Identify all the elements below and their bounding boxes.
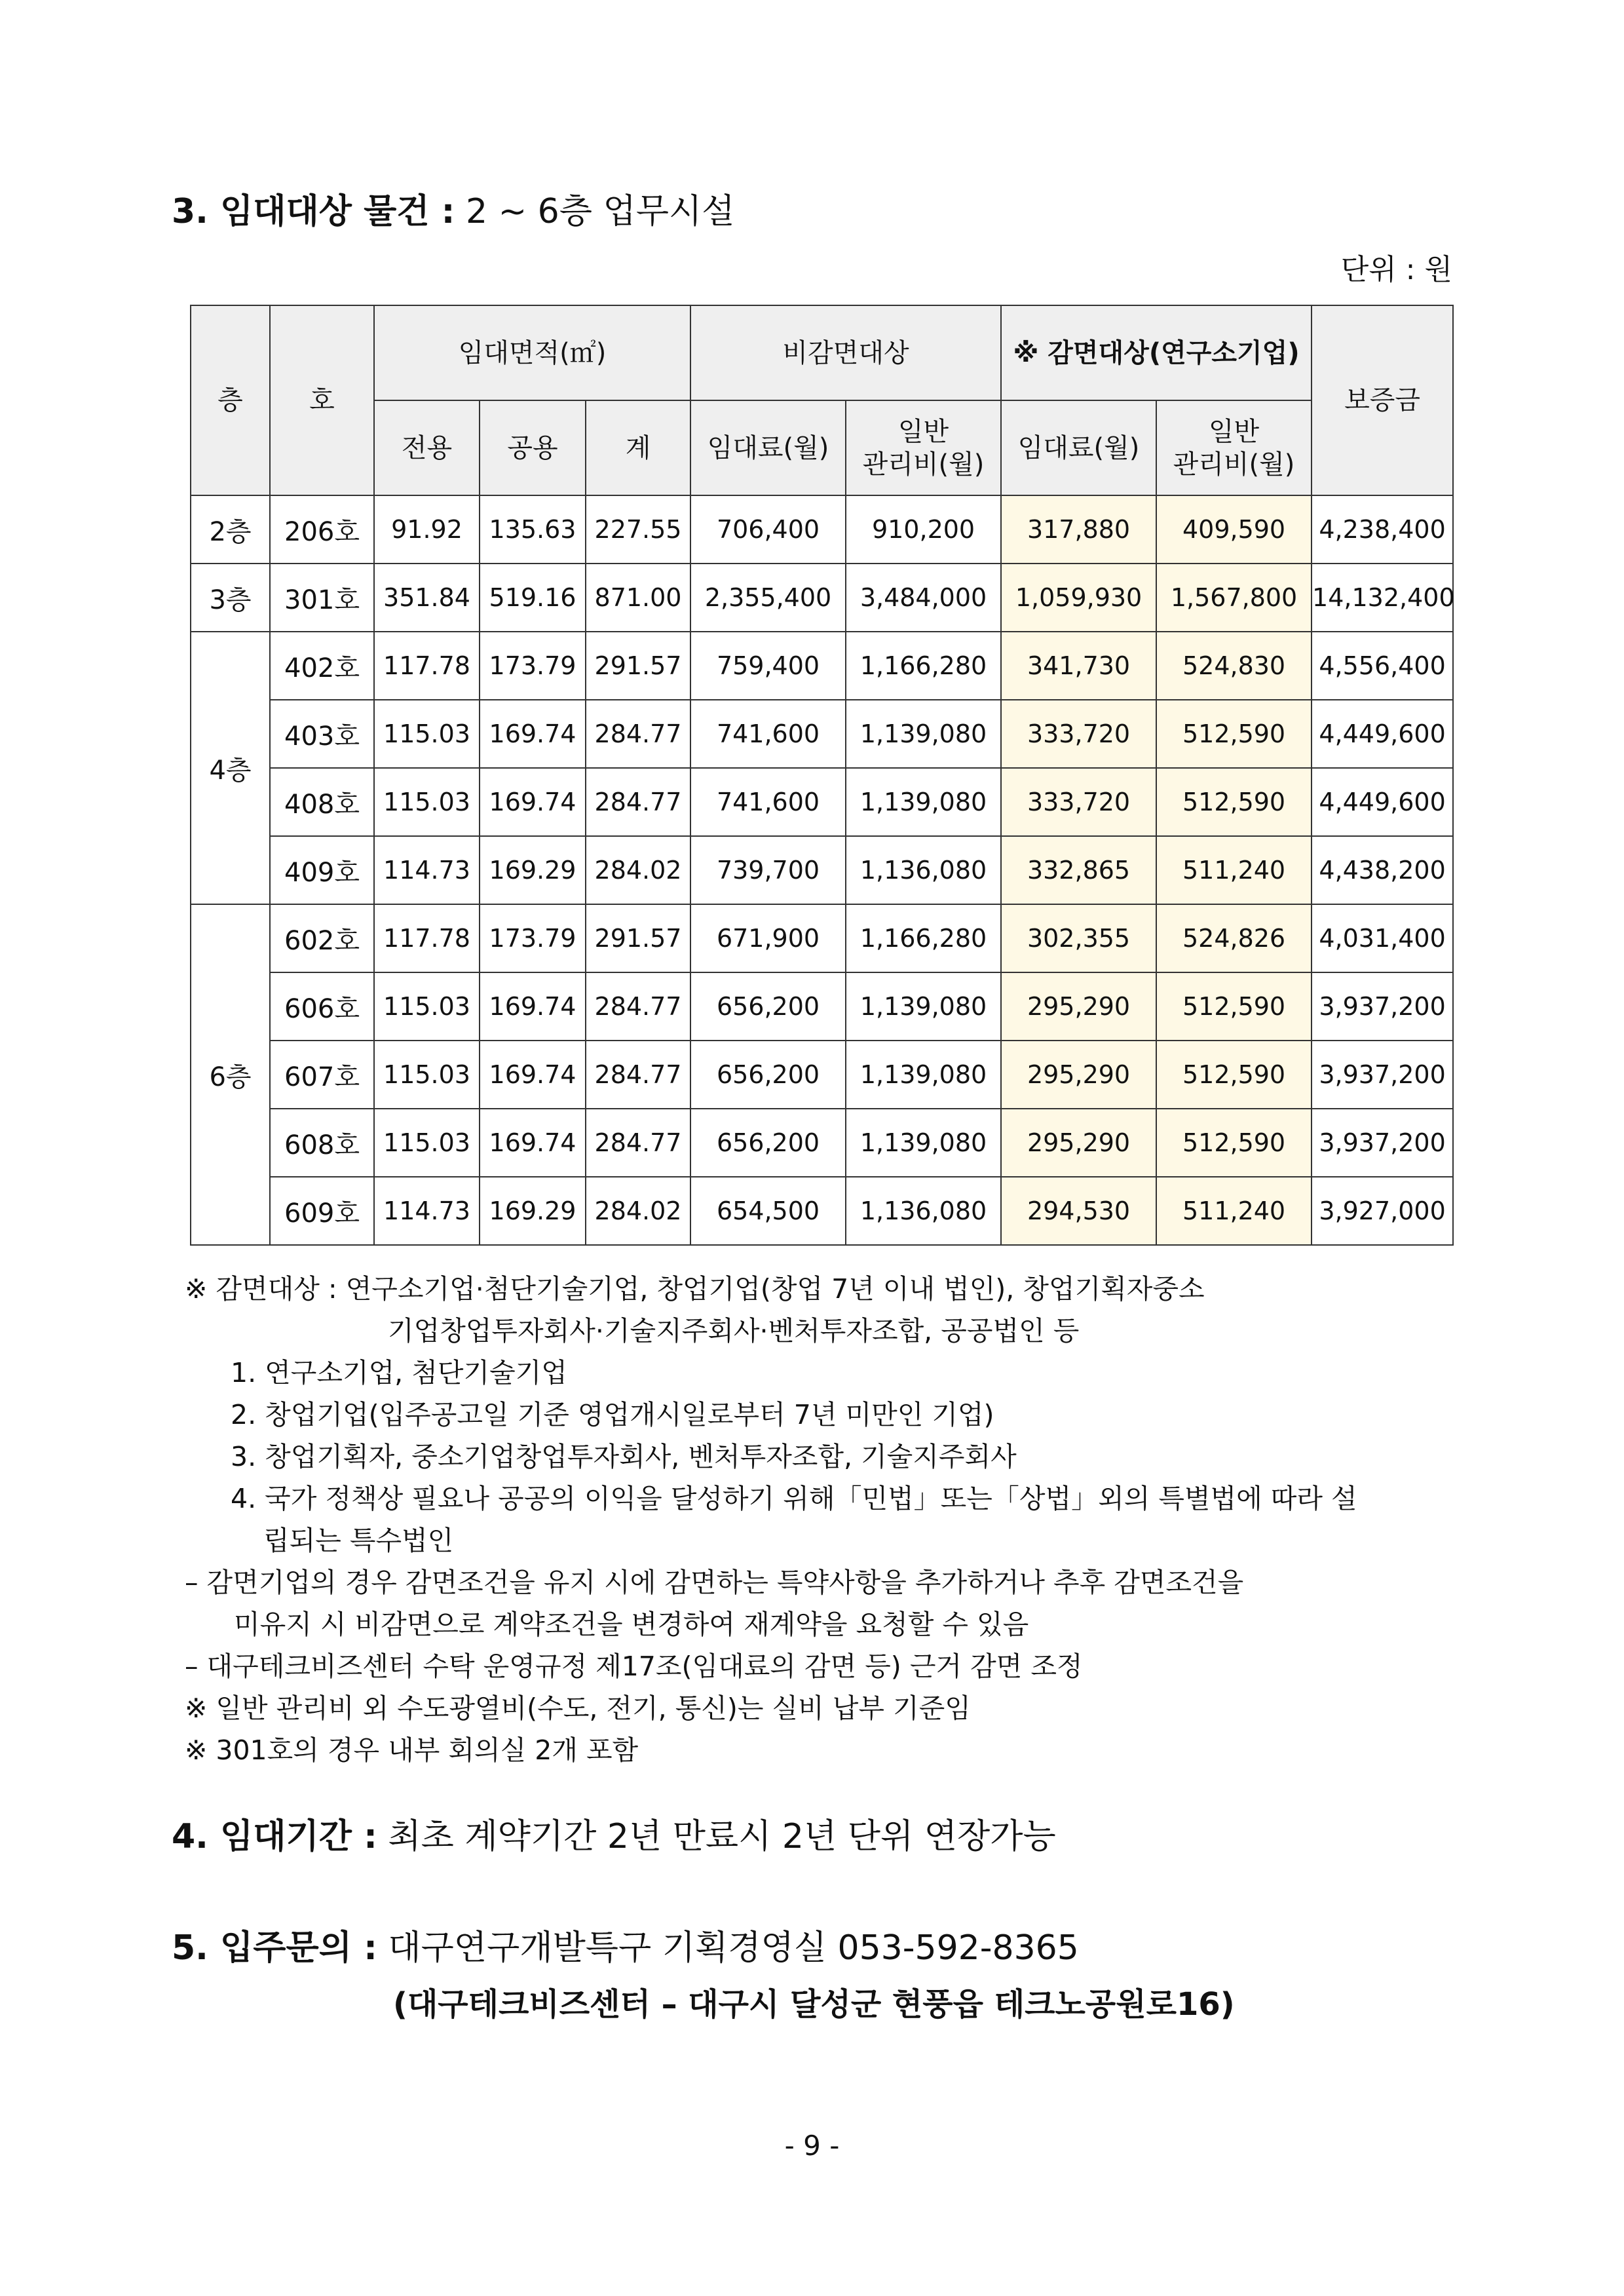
cell-common: 135.63	[480, 495, 586, 564]
cell-deposit: 14,132,400	[1312, 564, 1453, 632]
cell-mgmt-reduced: 511,240	[1156, 836, 1312, 904]
section-5-label: 5. 입주문의 :	[172, 1928, 377, 1968]
note-line: ※ 일반 관리비 외 수도광열비(수도, 전기, 통신)는 실비 납부 기준임	[185, 1693, 971, 1724]
note-line: 3. 창업기획자, 중소기업창업투자회사, 벤처투자조합, 기술지주회사	[231, 1441, 1017, 1472]
cell-common: 169.74	[480, 1041, 586, 1109]
cell-mgmt-reduced: 512,590	[1156, 1041, 1312, 1109]
header-area: 임대면적(㎡)	[374, 305, 690, 400]
cell-mgmt-reduced: 511,240	[1156, 1177, 1312, 1245]
cell-mgmt: 1,166,280	[846, 632, 1001, 700]
cell-rent: 656,200	[690, 1109, 846, 1177]
cell-mgmt: 1,139,080	[846, 700, 1001, 768]
cell-rent-reduced: 317,880	[1001, 495, 1156, 564]
note-line: ※ 301호의 경우 내부 회의실 2개 포함	[185, 1734, 639, 1766]
cell-deposit: 4,031,400	[1312, 904, 1453, 972]
table-row	[191, 495, 1453, 564]
header-deposit: 보증금	[1312, 305, 1453, 495]
header-mgmt-line2: 관리비(월)	[862, 449, 985, 480]
cell-mgmt: 1,166,280	[846, 904, 1001, 972]
cell-rent: 741,600	[690, 700, 846, 768]
cell-rent-reduced: 332,865	[1001, 836, 1156, 904]
cell-rent-reduced: 341,730	[1001, 632, 1156, 700]
table-row	[191, 700, 1453, 768]
header-common: 공용	[480, 400, 586, 495]
cell-common: 169.74	[480, 768, 586, 836]
section-3-label: 3. 임대대상 물건 :	[172, 192, 455, 231]
cell-room: 409호	[270, 836, 374, 904]
cell-floor: 6층	[191, 904, 270, 1245]
cell-common: 173.79	[480, 632, 586, 700]
cell-mgmt: 1,139,080	[846, 1109, 1001, 1177]
note-line: 1. 연구소기업, 첨단기술기업	[231, 1357, 567, 1388]
table-row	[191, 1177, 1453, 1245]
section-3-value: 2 ~ 6층 업무시설	[465, 192, 735, 231]
cell-exclusive: 115.03	[374, 1041, 480, 1109]
note-line: 미유지 시 비감면으로 계약조건을 변경하여 재계약을 요청할 수 있음	[234, 1609, 1029, 1640]
cell-common: 173.79	[480, 904, 586, 972]
cell-mgmt-reduced: 1,567,800	[1156, 564, 1312, 632]
cell-mgmt-reduced: 512,590	[1156, 1109, 1312, 1177]
cell-floor: 2층	[191, 495, 270, 564]
header-reduced: ※ 감면대상(연구소기업)	[1001, 305, 1312, 400]
cell-common: 519.16	[480, 564, 586, 632]
header-exclusive: 전용	[374, 400, 480, 495]
cell-deposit: 4,238,400	[1312, 495, 1453, 564]
cell-deposit: 4,449,600	[1312, 700, 1453, 768]
cell-exclusive: 114.73	[374, 1177, 480, 1245]
cell-rent-reduced: 1,059,930	[1001, 564, 1156, 632]
cell-mgmt-reduced: 524,830	[1156, 632, 1312, 700]
cell-mgmt-reduced: 512,590	[1156, 972, 1312, 1041]
cell-exclusive: 115.03	[374, 700, 480, 768]
cell-mgmt: 1,139,080	[846, 972, 1001, 1041]
note-line: – 대구테크비즈센터 수탁 운영규정 제17조(임대료의 감면 등) 근거 감면 조정	[185, 1651, 1083, 1682]
header-rent-reduced: 임대료(월)	[1001, 400, 1156, 495]
header-room: 호	[270, 305, 374, 495]
notes-block	[172, 1268, 1462, 1771]
cell-deposit: 3,937,200	[1312, 1109, 1453, 1177]
address-line: (대구테크비즈센터 – 대구시 달성군 현풍읍 테크노공원로16)	[393, 1986, 1235, 2023]
cell-mgmt: 3,484,000	[846, 564, 1001, 632]
header-mgmt-reduced	[1156, 400, 1312, 495]
cell-total: 284.77	[586, 700, 690, 768]
cell-mgmt: 1,136,080	[846, 1177, 1001, 1245]
cell-room: 402호	[270, 632, 374, 700]
cell-common: 169.74	[480, 1109, 586, 1177]
cell-common: 169.74	[480, 700, 586, 768]
cell-mgmt: 1,139,080	[846, 768, 1001, 836]
cell-mgmt-reduced: 409,590	[1156, 495, 1312, 564]
cell-mgmt-reduced: 524,826	[1156, 904, 1312, 972]
cell-rent-reduced: 302,355	[1001, 904, 1156, 972]
cell-total: 871.00	[586, 564, 690, 632]
cell-total: 291.57	[586, 632, 690, 700]
cell-floor: 4층	[191, 632, 270, 904]
cell-deposit: 4,556,400	[1312, 632, 1453, 700]
cell-total: 284.77	[586, 1109, 690, 1177]
cell-rent: 2,355,400	[690, 564, 846, 632]
note-line: 2. 창업기업(입주공고일 기준 영업개시일로부터 7년 미만인 기업)	[231, 1399, 994, 1430]
cell-mgmt-reduced: 512,590	[1156, 768, 1312, 836]
header-nonreduced: 비감면대상	[690, 305, 1001, 400]
table-row	[191, 768, 1453, 836]
table-row	[191, 836, 1453, 904]
cell-exclusive: 117.78	[374, 904, 480, 972]
section-5-title	[172, 1920, 1079, 1969]
cell-rent: 656,200	[690, 972, 846, 1041]
cell-rent: 654,500	[690, 1177, 846, 1245]
note-line: 4. 국가 정책상 필요나 공공의 이익을 달성하기 위해「민법」또는「상법」외의 특별법에 따라 설	[231, 1483, 1357, 1514]
cell-rent: 739,700	[690, 836, 846, 904]
cell-room: 609호	[270, 1177, 374, 1245]
header-floor: 층	[191, 305, 270, 495]
cell-deposit: 3,927,000	[1312, 1177, 1453, 1245]
cell-deposit: 4,438,200	[1312, 836, 1453, 904]
cell-exclusive: 117.78	[374, 632, 480, 700]
page-number: - 9 -	[784, 2130, 840, 2162]
cell-total: 284.02	[586, 836, 690, 904]
cell-total: 284.77	[586, 768, 690, 836]
cell-rent-reduced: 295,290	[1001, 1109, 1156, 1177]
table-row	[191, 632, 1453, 700]
cell-rent-reduced: 333,720	[1001, 700, 1156, 768]
cell-room: 608호	[270, 1109, 374, 1177]
note-line: 기업창업투자회사·기술지주회사·벤처투자조합, 공공법인 등	[388, 1315, 1080, 1347]
cell-mgmt: 1,136,080	[846, 836, 1001, 904]
cell-total: 227.55	[586, 495, 690, 564]
cell-common: 169.29	[480, 836, 586, 904]
unit-label: 단위 : 원	[1340, 253, 1452, 286]
cell-total: 284.77	[586, 972, 690, 1041]
table-row	[191, 1041, 1453, 1109]
cell-exclusive: 115.03	[374, 972, 480, 1041]
cell-room: 408호	[270, 768, 374, 836]
cell-room: 607호	[270, 1041, 374, 1109]
cell-exclusive: 115.03	[374, 1109, 480, 1177]
cell-common: 169.29	[480, 1177, 586, 1245]
cell-deposit: 3,937,200	[1312, 1041, 1453, 1109]
section-5-value: 대구연구개발특구 기획경영실 053-592-8365	[388, 1928, 1079, 1968]
section-4-label: 4. 임대기간 :	[172, 1817, 377, 1856]
cell-rent-reduced: 295,290	[1001, 972, 1156, 1041]
note-line: – 감면기업의 경우 감면조건을 유지 시에 감면하는 특약사항을 추가하거나 추후 감면조건을	[185, 1567, 1244, 1598]
section-4-value: 최초 계약기간 2년 만료시 2년 단위 연장가능	[388, 1817, 1056, 1856]
table-row	[191, 972, 1453, 1041]
cell-rent: 759,400	[690, 632, 846, 700]
cell-exclusive: 351.84	[374, 564, 480, 632]
rent-table	[190, 305, 1454, 1246]
cell-exclusive: 91.92	[374, 495, 480, 564]
cell-total: 291.57	[586, 904, 690, 972]
header-mgmt-line1: 일반	[897, 416, 949, 447]
cell-room: 301호	[270, 564, 374, 632]
table-row	[191, 904, 1453, 972]
header-mgmt-reduced-line2: 관리비(월)	[1173, 449, 1295, 480]
section-3-title	[172, 183, 734, 233]
header-mgmt	[846, 400, 1001, 495]
header-mgmt-reduced-line1: 일반	[1208, 416, 1260, 447]
cell-room: 606호	[270, 972, 374, 1041]
cell-exclusive: 115.03	[374, 768, 480, 836]
cell-room: 602호	[270, 904, 374, 972]
section-4-title	[172, 1808, 1056, 1858]
table-row	[191, 1109, 1453, 1177]
note-line: ※ 감면대상 : 연구소기업·첨단기술기업, 창업기업(창업 7년 이내 법인), 창업기획자중소	[185, 1273, 1205, 1305]
header-rent: 임대료(월)	[690, 400, 846, 495]
cell-total: 284.02	[586, 1177, 690, 1245]
cell-room: 403호	[270, 700, 374, 768]
cell-deposit: 3,937,200	[1312, 972, 1453, 1041]
cell-room: 206호	[270, 495, 374, 564]
cell-rent: 671,900	[690, 904, 846, 972]
cell-mgmt: 1,139,080	[846, 1041, 1001, 1109]
cell-rent-reduced: 333,720	[1001, 768, 1156, 836]
cell-exclusive: 114.73	[374, 836, 480, 904]
cell-rent: 656,200	[690, 1041, 846, 1109]
cell-rent-reduced: 294,530	[1001, 1177, 1156, 1245]
cell-mgmt: 910,200	[846, 495, 1001, 564]
table-row	[191, 564, 1453, 632]
note-line: 립되는 특수법인	[263, 1525, 454, 1556]
cell-total: 284.77	[586, 1041, 690, 1109]
header-total: 계	[586, 400, 690, 495]
cell-rent: 741,600	[690, 768, 846, 836]
cell-floor: 3층	[191, 564, 270, 632]
cell-deposit: 4,449,600	[1312, 768, 1453, 836]
cell-rent: 706,400	[690, 495, 846, 564]
cell-mgmt-reduced: 512,590	[1156, 700, 1312, 768]
cell-common: 169.74	[480, 972, 586, 1041]
cell-rent-reduced: 295,290	[1001, 1041, 1156, 1109]
